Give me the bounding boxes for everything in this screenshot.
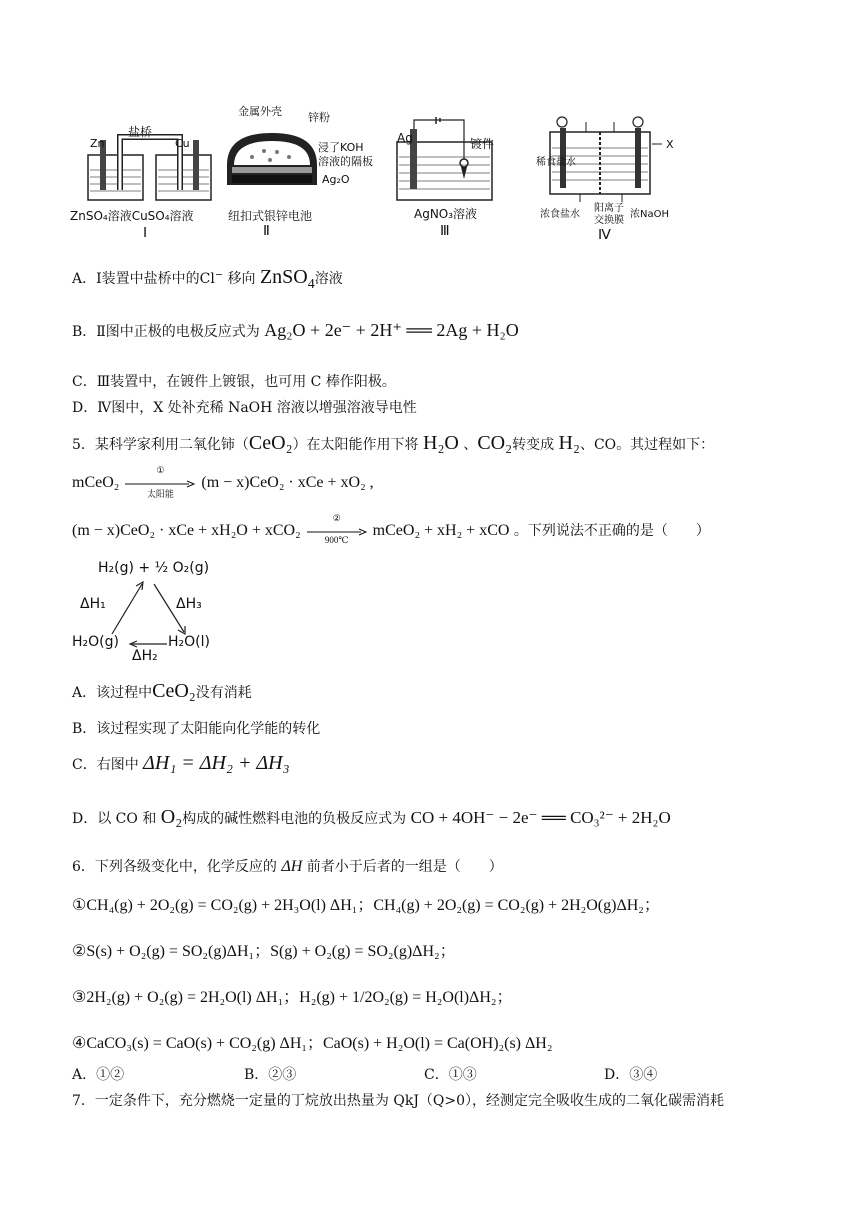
q4-option-a [72, 266, 343, 293]
q5-r2-left: (m − x)CeO₂ · xCe + xH₂O + xCO₂ [72, 522, 301, 539]
q5-d-eq: CO + 4OH⁻ − 2e⁻ ══ CO₃²⁻ + 2H₂O [410, 808, 671, 827]
fig2-caption: 纽扣式银锌电池 [228, 209, 313, 223]
q6-reaction-2: ②S(s) + O₂(g) = SO₂(g)ΔH₁；S(g) + O₂(g) = SO₂(g)ΔH₂； [72, 943, 456, 960]
fig3-plated-label: 镀件 [470, 137, 495, 151]
q5-reaction-2 [72, 513, 710, 546]
q5-stem-pre: 5．某科学家利用二氧化铈（ [72, 437, 249, 453]
q5-a-ceo2: CeO₂ [152, 680, 196, 702]
q5-option-d [72, 806, 671, 829]
fig1-roman: Ⅰ [143, 226, 148, 241]
q5-option-a [72, 680, 252, 703]
fig3-roman: Ⅲ [440, 224, 450, 239]
q5-c-eq: ΔH₁ = ΔH₂ + ΔH₃ [143, 752, 290, 774]
q5-r2-tail: 。下列说法不正确的是（ ） [509, 523, 710, 539]
q5-r2-right: mCeO₂ + xH₂ + xCO [372, 522, 510, 539]
q5-stem-mid1: ）在太阳能作用下将 [292, 437, 424, 453]
q4-option-d: D．Ⅳ图中，X 处补充稀 NaOH 溶液以增强溶液导电性 [72, 400, 417, 416]
q7-stem: 7．一定条件下，充分燃烧一定量的丁烷放出热量为 QkJ（Q>0），经测定完全吸收生成的二氧化碳需消耗 [72, 1093, 725, 1109]
q5-stem-mid2: 、 [458, 437, 478, 453]
diagram-dh3: ΔH₃ [176, 596, 202, 612]
q5-stem-post: 、CO。其过程如下： [579, 437, 715, 453]
q5-r1-arrow-top: ① [156, 465, 165, 476]
fig4-x-label: X [666, 138, 674, 151]
q4-a-text: A．Ⅰ装置中盐桥中的Cl [72, 271, 215, 287]
q4-a-salt [259, 266, 315, 292]
q5-r1-arrow-bottom: 太阳能 [146, 490, 174, 501]
q5-a-pre: A．该过程中 [72, 685, 153, 701]
q5-energy-diagram [72, 556, 222, 666]
q5-a-post: 没有消耗 [195, 685, 252, 701]
q5-d-mid: 构成的碱性燃料电池的负极反应式为 [182, 811, 411, 827]
fig1-bridge-label: 盐桥 [128, 125, 153, 139]
q6-reaction-1: ①CH₄(g) + 2O₂(g) = CO₂(g) + 2H₃O(l) ΔH₁；CH₄(g) + 2O₂(g) = CO₂(g) + 2H₂O(g)ΔH₂； [72, 897, 660, 914]
q6-reaction-4: ④CaCO₃(s) = CaO(s) + CO₂(g) ΔH₁；CaO(s) + H₂O(l) = Ca(OH)₂(s) ΔH₂ [72, 1035, 553, 1052]
fig4-roman: Ⅳ [598, 228, 611, 243]
q5-h2o: H₂O [423, 432, 459, 454]
q4-a-salt-sub: 4 [307, 277, 315, 292]
q4-option-b [72, 320, 519, 341]
q5-stem [72, 432, 714, 455]
q4-b-text: B．Ⅱ图中正极的电极反应式为 [72, 324, 265, 340]
q6-option-d: D．③④ [604, 1067, 658, 1083]
q5-r1-right: (m − x)CeO₂ · xCe + xO₂ , [201, 474, 374, 491]
fig1-solution-label: ZnSO₄溶液CuSO₄溶液 [70, 209, 194, 223]
fig4-conc-label: 浓食盐水 [540, 209, 580, 220]
q5-r2-arrow-top: ② [332, 513, 341, 524]
q4-a-sup: − [214, 269, 224, 281]
q6-option-a: A．①② [72, 1067, 125, 1083]
q4-a-mid: 移向 [223, 271, 260, 287]
fig2-roman: Ⅱ [263, 224, 270, 239]
q6-stem-pre: 6．下列各级变化中，化学反应的 [72, 859, 282, 875]
q6-stem [72, 856, 503, 876]
figure-2-button-battery [222, 125, 322, 200]
fig3-solution-label: AgNO₃溶液 [414, 207, 478, 221]
fig3-ag-label: Ag [397, 131, 413, 145]
fig1-cu-label: Cu [175, 137, 190, 150]
figure-3-electroplating [392, 117, 502, 202]
q5-d-o2: O₂ [160, 806, 183, 828]
q5-co2: CO₂ [477, 432, 513, 454]
fig2-shell-label: 金属外壳 [238, 105, 282, 118]
figure-strip [0, 95, 860, 245]
fig4-dilute-label: 稀食盐水 [536, 157, 576, 168]
q5-option-b: B．该过程实现了太阳能向化学能的转化 [72, 721, 321, 737]
diagram-top: H₂(g) + ½ O₂(g) [98, 560, 210, 576]
fig1-zn-label: Zn [90, 137, 105, 150]
q5-r2-arrow [307, 513, 367, 546]
q6-option-b: B．②③ [244, 1067, 297, 1083]
q5-h2: H₂ [558, 432, 580, 454]
q5-option-c [72, 752, 290, 775]
diagram-left: H₂O(g) [72, 634, 119, 650]
fig2-koh-label: 浸了KOH [318, 141, 364, 154]
diagram-dh2: ΔH₂ [132, 648, 158, 664]
fig2-sep-label: 溶液的隔板 [318, 155, 373, 168]
fig2-zinc-label: 锌粉 [308, 111, 330, 124]
fig4-membrane2-label: 交换膜 [594, 215, 624, 226]
q6-reaction-3: ③2H₂(g) + O₂(g) = 2H₂O(l) ΔH₁；H₂(g) + 1/2O₂(g) = H₂O(l)ΔH₂； [72, 989, 513, 1006]
q5-d-pre: D．以 CO 和 [72, 811, 161, 827]
q6-stem-post: 前者小于后者的一组是（ ） [302, 859, 503, 875]
q4-option-c: C．Ⅲ装置中，在镀件上镀银，也可用 C 棒作阳极。 [72, 374, 396, 390]
q5-reaction-1 [72, 465, 374, 501]
q5-stem-mid3: 转变成 [512, 437, 559, 453]
diagram-right: H₂O(l) [168, 634, 210, 650]
q5-r1-left: mCeO₂ [72, 474, 120, 491]
q5-r1-arrow [125, 465, 195, 501]
q4-b-equation: Ag₂O + 2e⁻ + 2H⁺ ══ 2Ag + H₂O [264, 320, 519, 340]
fig2-ag2o-label: Ag₂O [322, 173, 350, 186]
q6-dh: ΔH [281, 858, 303, 875]
q5-c-pre: C．右图中 [72, 757, 144, 773]
fig4-membrane1-label: 阳离子 [594, 203, 624, 214]
q5-ceo2: CeO₂ [248, 432, 293, 454]
q4-a-salt-text: ZnSO [259, 266, 308, 288]
q6-option-c: C．①③ [424, 1067, 477, 1083]
fig4-naoh-label: 浓NaOH [630, 209, 669, 220]
q5-r2-arrow-bottom: 900℃ [324, 535, 349, 546]
q4-a-post: 溶液 [314, 271, 343, 287]
diagram-dh1: ΔH₁ [80, 596, 106, 612]
